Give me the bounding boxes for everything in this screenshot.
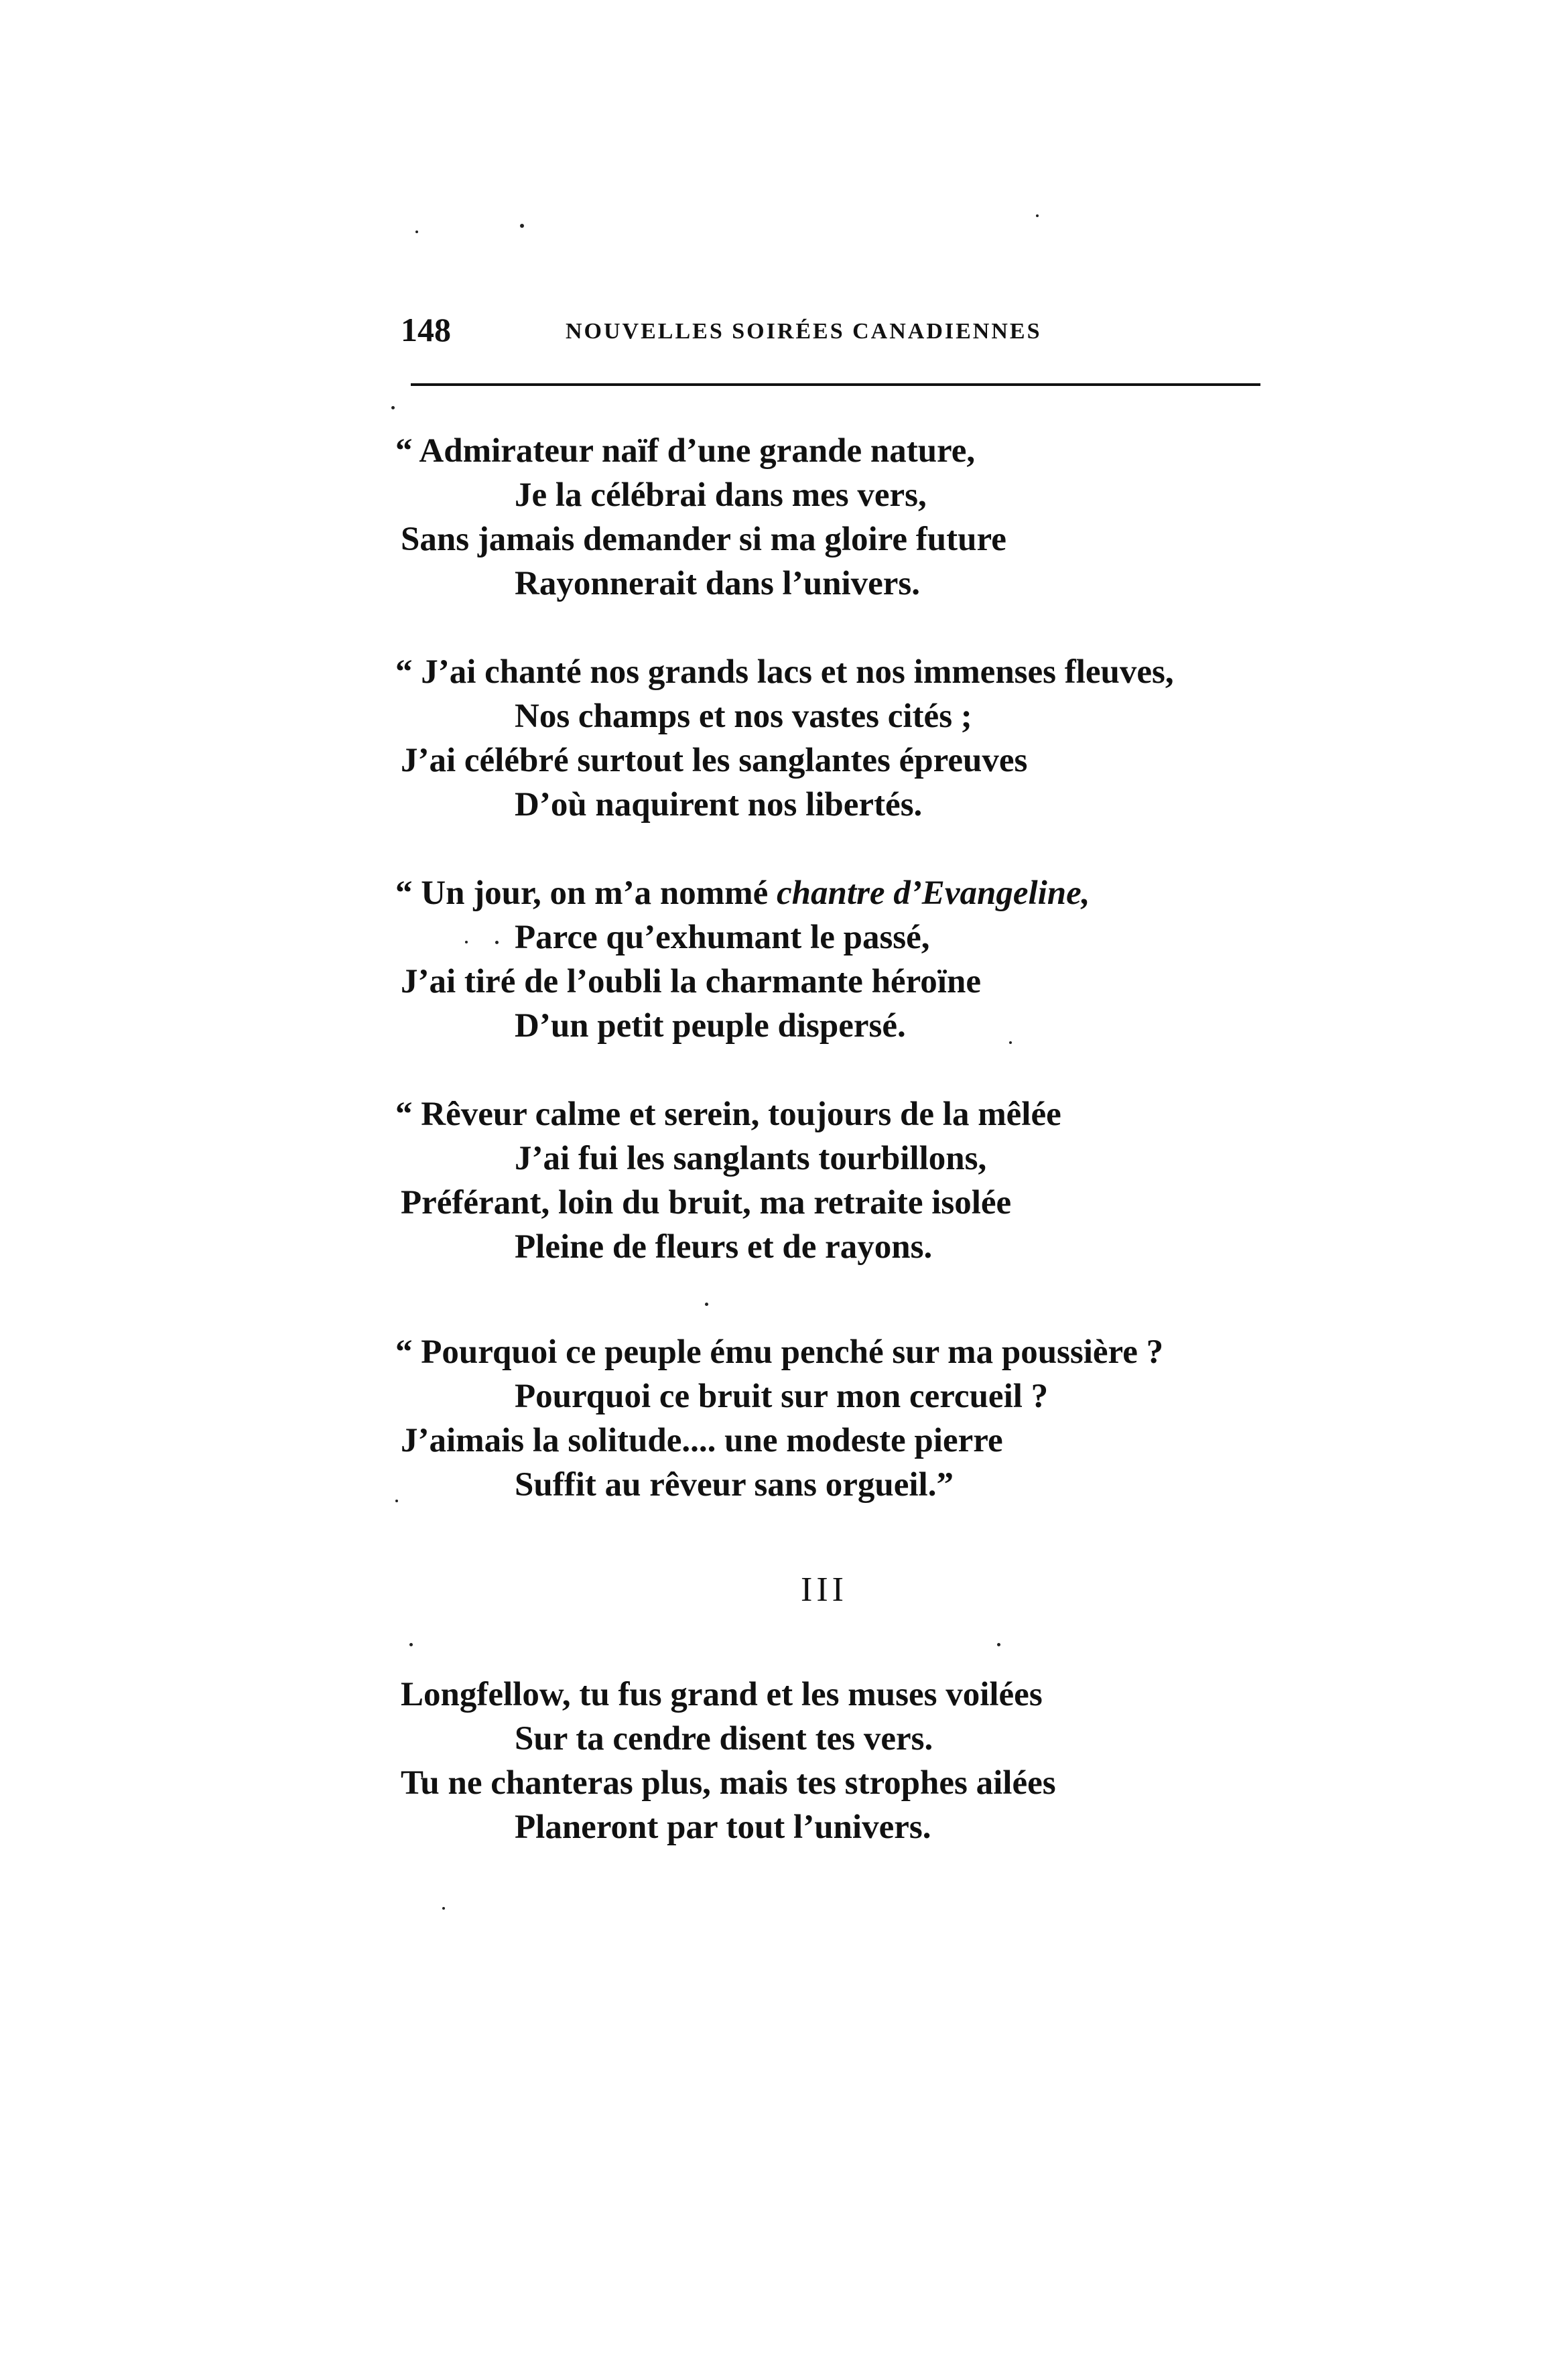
verse-line: Sans jamais demander si ma gloire future: [401, 521, 1006, 558]
verse-line: Nos champs et nos vastes cités ;: [515, 698, 972, 735]
verse-line: D’un petit peuple dispersé.: [515, 1007, 906, 1045]
verse-line: J’ai célébré surtout les sanglantes épreuves: [401, 742, 1028, 779]
print-speck: [391, 406, 395, 409]
print-speck: [442, 1907, 445, 1910]
verse-line: “ Rêveur calme et serein, toujours de la mêlée: [395, 1096, 1061, 1133]
stanza-1: [395, 429, 1285, 606]
print-speck: [1036, 214, 1039, 217]
verse-line: D’où naquirent nos libertés.: [515, 786, 923, 823]
print-speck: [520, 224, 524, 228]
verse-line: Suffit au rêveur sans orgueil.”: [515, 1466, 954, 1504]
stanza-5: [395, 1330, 1285, 1507]
verse-line: J’ai tiré de l’oubli la charmante héroïne: [401, 963, 981, 1000]
print-speck: [495, 941, 499, 944]
verse-line: Rayonnerait dans l’univers.: [515, 565, 920, 602]
header-rule: [411, 383, 1260, 386]
stanza-2: [395, 650, 1285, 827]
print-speck: [465, 941, 468, 943]
print-speck: [1009, 1041, 1012, 1044]
stanza-4: [395, 1092, 1285, 1269]
verse-line: Longfellow, tu fus grand et les muses voilées: [401, 1676, 1043, 1713]
print-speck: [395, 1500, 398, 1502]
verse-line: Préférant, loin du bruit, ma retraite isolée: [401, 1184, 1012, 1222]
verse-line: Je la célébrai dans mes vers,: [515, 476, 927, 514]
verse-text: “ Un jour, on m’a nommé: [395, 874, 777, 912]
print-speck: [705, 1303, 708, 1306]
verse-line: “ Admirateur naïf d’une grande nature,: [395, 432, 976, 470]
print-speck: [997, 1643, 1000, 1646]
verse-line: J’aimais la solitude.... une modeste pierre: [401, 1422, 1003, 1459]
italic-title: chantre d’Evangeline,: [777, 874, 1090, 912]
verse-line: “ Pourquoi ce peuple ému penché sur ma poussière ?: [395, 1333, 1164, 1371]
page-number: 148: [401, 311, 451, 348]
verse-line: Parce qu’exhumant le passé,: [515, 919, 930, 956]
verse-line-with-italic: [395, 871, 1285, 915]
verse-line: Tu ne chanteras plus, mais tes strophes ailées: [401, 1764, 1056, 1802]
verse-line: Pourquoi ce bruit sur mon cercueil ?: [515, 1378, 1049, 1415]
verse-line: Pleine de fleurs et de rayons.: [515, 1228, 933, 1266]
final-stanza: [401, 1672, 1285, 1849]
section-number: III: [801, 1571, 848, 1609]
page-header: [401, 310, 1262, 350]
print-speck: [409, 1643, 413, 1646]
verse-line: J’ai fui les sanglants tourbillons,: [515, 1140, 987, 1177]
running-title: NOUVELLES SOIRÉES CANADIENNES: [566, 319, 1042, 344]
verse-line: Sur ta cendre disent tes vers.: [515, 1720, 933, 1758]
stanza-3: [395, 871, 1285, 1048]
verse-line: “ J’ai chanté nos grands lacs et nos immenses fleuves,: [395, 653, 1174, 691]
print-speck: [415, 230, 418, 233]
verse-line: Planeront par tout l’univers.: [515, 1808, 931, 1846]
